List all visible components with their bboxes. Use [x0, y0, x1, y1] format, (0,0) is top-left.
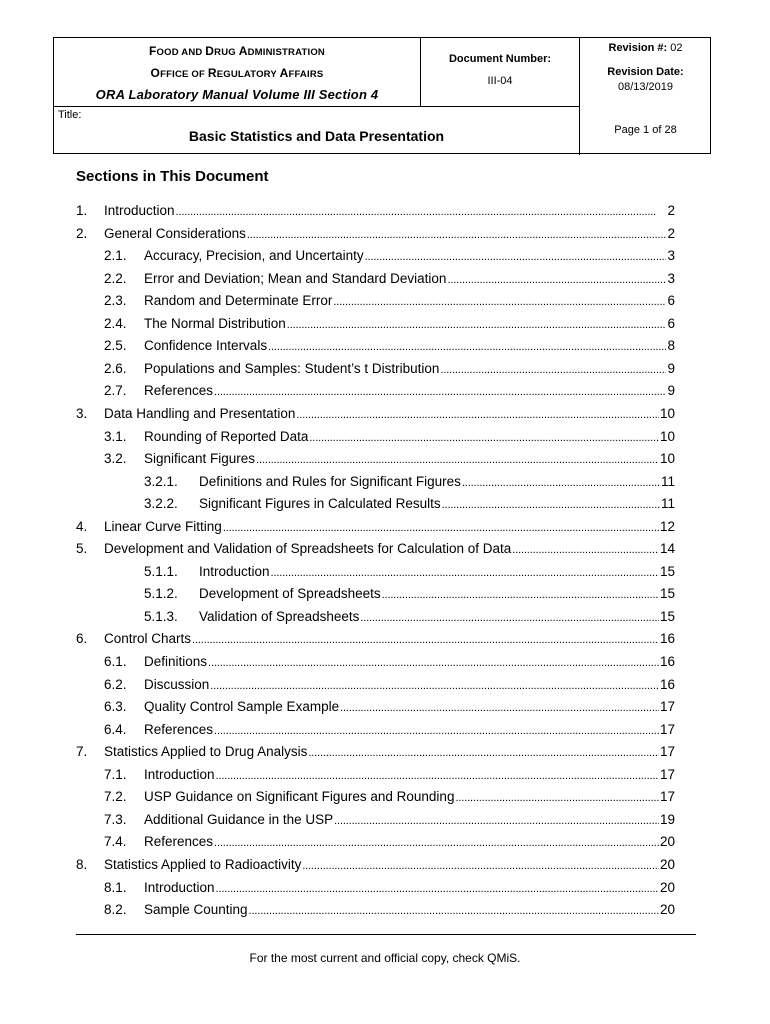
toc-entry-page: 2	[667, 225, 675, 241]
toc-entry[interactable]	[144, 606, 675, 628]
toc-leader-dots	[247, 224, 667, 246]
toc-entry-page: 17	[659, 766, 675, 782]
toc-entry-label: Discussion	[144, 676, 210, 692]
toc-leader-dots	[223, 517, 659, 539]
toc-leader-dots	[308, 742, 659, 764]
toc-entry[interactable]	[104, 764, 675, 786]
toc-leader-dots	[333, 291, 666, 313]
toc-entry-page: 15	[659, 608, 675, 624]
toc-entry-number: 5.	[76, 541, 88, 557]
toc-entry-label: Quality Control Sample Example	[144, 699, 340, 715]
toc-entry-label: Definitions and Rules for Significant Figures	[199, 473, 461, 489]
toc-entry-page: 3	[667, 270, 675, 286]
toc-entry[interactable]	[104, 426, 675, 448]
toc-leader-dots	[440, 359, 666, 381]
toc-entry-label: Rounding of Reported Data	[144, 428, 309, 444]
toc-entry-label: General Considerations	[104, 225, 246, 241]
toc-entry-page: 20	[659, 879, 675, 895]
document-number-label: Document Number:	[448, 53, 552, 65]
toc-entry-page: 20	[659, 902, 675, 918]
toc-leader-dots	[214, 720, 659, 742]
toc-entry[interactable]	[104, 674, 675, 696]
toc-entry-number: 2.2.	[104, 270, 127, 286]
toc-entry-number: 6.3.	[104, 699, 127, 715]
toc-entry[interactable]	[76, 403, 675, 425]
toc-entry[interactable]	[104, 831, 675, 853]
toc-entry-label: Confidence Intervals	[144, 338, 268, 354]
toc-entry[interactable]	[76, 741, 675, 763]
document-number: III-04	[487, 75, 513, 87]
toc-entry-number: 2.	[76, 225, 88, 241]
title-label: Title:	[58, 109, 82, 121]
toc-entry-label: The Normal Distribution	[144, 315, 286, 331]
toc-entry-number: 2.5.	[104, 338, 127, 354]
toc-leader-dots	[365, 246, 667, 268]
toc-entry-label: Data Handling and Presentation	[104, 405, 296, 421]
toc-entry[interactable]	[76, 200, 675, 222]
revision-date: 08/13/2019	[617, 81, 674, 93]
footer-note: For the most current and official copy, check QMiS.	[249, 951, 521, 965]
toc-entry[interactable]	[144, 583, 675, 605]
toc-leader-dots	[442, 494, 660, 516]
toc-leader-dots	[214, 832, 659, 854]
toc-entry-number: 7.3.	[104, 811, 127, 827]
toc-entry-label: Development and Validation of Spreadsheets for Calculation of Data	[104, 541, 512, 557]
toc-entry-number: 1.	[76, 203, 88, 218]
toc-entry-label: Random and Determinate Error	[144, 293, 333, 309]
toc-entry-label: References	[144, 834, 214, 850]
toc-leader-dots	[214, 381, 666, 403]
header-divider	[54, 106, 579, 107]
toc-entry-page: 11	[660, 496, 675, 512]
toc-leader-dots	[340, 697, 659, 719]
toc-entry-number: 6.1.	[104, 654, 127, 669]
toc-entry-page: 9	[667, 383, 675, 399]
toc-entry-number: 2.4.	[104, 315, 127, 331]
toc-leader-dots	[249, 900, 659, 922]
toc-entry-page: 6	[667, 293, 675, 309]
toc-leader-dots	[176, 201, 667, 223]
office-name: OFFICE OF REGULATORY AFFAIRS	[150, 66, 324, 80]
toc-entry-label: Additional Guidance in the USP	[144, 811, 334, 827]
toc-entry-number: 3.2.1.	[144, 473, 178, 489]
document-title: Basic Statistics and Data Presentation	[188, 128, 445, 144]
toc-entry-number: 5.1.1.	[144, 563, 178, 579]
toc-entry-label: Development of Spreadsheets	[199, 586, 381, 602]
toc-entry-number: 4.	[76, 518, 88, 534]
toc-entry-label: References	[144, 383, 214, 399]
toc-entry[interactable]	[104, 335, 675, 357]
toc-entry-label: Significant Figures in Calculated Results	[199, 496, 441, 512]
toc-entry[interactable]	[104, 448, 675, 470]
toc-entry-label: References	[144, 721, 214, 737]
sections-heading: Sections in This Document	[76, 168, 269, 185]
toc-entry-page: 15	[659, 563, 675, 579]
toc-entry-page: 17	[659, 721, 675, 737]
toc-leader-dots	[268, 336, 666, 358]
toc-entry-number: 5.1.3.	[144, 608, 178, 624]
toc-entry[interactable]	[76, 538, 675, 560]
toc-entry-label: Accuracy, Precision, and Uncertainty	[144, 248, 364, 264]
toc-entry[interactable]	[144, 561, 675, 583]
toc-entry-page: 14	[659, 541, 675, 557]
toc-entry-page: 9	[667, 360, 675, 376]
toc-entry[interactable]	[76, 628, 675, 650]
toc-entry-page: 16	[659, 676, 675, 692]
toc-entry-label: Statistics Applied to Radioactivity	[104, 856, 302, 872]
toc-entry-label: Sample Counting	[144, 902, 248, 918]
toc-entry-page: 8	[667, 338, 675, 354]
toc-entry-label: Introduction	[144, 879, 215, 895]
toc-leader-dots	[309, 427, 659, 449]
toc-entry[interactable]	[104, 786, 675, 808]
toc-entry-label: Introduction	[199, 563, 270, 579]
toc-entry-page: 3	[667, 248, 675, 264]
revision-number: Revision #: 02	[608, 42, 683, 54]
toc-entry-page: 10	[659, 428, 675, 444]
toc-entry-number: 3.1.	[104, 428, 127, 444]
toc-entry-number: 3.	[76, 405, 88, 421]
manual-name: ORA Laboratory Manual Volume III Section 4	[95, 87, 379, 102]
toc-entry[interactable]	[104, 696, 675, 718]
toc-entry[interactable]	[76, 854, 675, 876]
toc-entry-number: 6.2.	[104, 676, 127, 692]
toc-entry-page: 15	[659, 586, 675, 602]
toc-entry-label: Control Charts	[104, 631, 192, 647]
toc-entry-page: 2	[667, 203, 675, 218]
header-divider	[579, 38, 580, 155]
toc-leader-dots	[455, 787, 659, 809]
toc-leader-dots	[271, 562, 659, 584]
toc-leader-dots	[256, 449, 659, 471]
toc-entry-label: Linear Curve Fitting	[104, 518, 222, 534]
toc-entry-number: 7.2.	[104, 789, 127, 805]
document-header-table	[53, 37, 711, 154]
toc-entry-page: 17	[659, 744, 675, 760]
toc-entry-label: Statistics Applied to Drug Analysis	[104, 744, 308, 760]
toc-entry-number: 6.4.	[104, 721, 127, 737]
toc-entry[interactable]	[104, 358, 675, 380]
toc-entry-label: Significant Figures	[144, 451, 256, 467]
toc-entry-number: 3.2.	[104, 451, 127, 467]
toc-entry-number: 6.	[76, 631, 88, 647]
toc-entry[interactable]	[76, 516, 675, 538]
toc-entry-page: 16	[659, 631, 675, 647]
toc-entry[interactable]	[104, 313, 675, 335]
toc-entry-page: 12	[659, 518, 675, 534]
page-number: Page 1 of 28	[614, 124, 677, 136]
toc-leader-dots	[287, 314, 667, 336]
toc-entry-number: 2.6.	[104, 360, 127, 376]
toc-entry-page: 20	[659, 834, 675, 850]
toc-entry-page: 11	[660, 473, 675, 489]
toc-entry-number: 8.2.	[104, 902, 127, 918]
toc-entry[interactable]	[104, 268, 675, 290]
toc-leader-dots	[192, 629, 659, 651]
toc-entry-page: 17	[659, 699, 675, 715]
toc-entry[interactable]	[104, 899, 675, 921]
toc-entry-label: Validation of Spreadsheets	[199, 608, 360, 624]
toc-leader-dots	[382, 584, 659, 606]
toc-entry[interactable]	[104, 719, 675, 741]
toc-leader-dots	[462, 472, 660, 494]
toc-entry-label: Definitions	[144, 654, 208, 669]
toc-entry-label: Introduction	[104, 203, 175, 218]
toc-entry-number: 2.1.	[104, 248, 127, 264]
toc-entry-page: 20	[659, 856, 675, 872]
toc-leader-dots	[447, 269, 666, 291]
toc-leader-dots	[210, 675, 659, 697]
toc-leader-dots	[216, 765, 659, 787]
toc-entry-number: 7.4.	[104, 834, 127, 850]
toc-entry-number: 2.3.	[104, 293, 127, 309]
toc-entry[interactable]	[104, 651, 675, 673]
toc-entry-page: 10	[659, 405, 675, 421]
toc-entry-label: Introduction	[144, 766, 215, 782]
toc-entry[interactable]	[104, 809, 675, 831]
toc-entry-number: 2.7.	[104, 383, 127, 399]
agency-name: FOOD AND DRUG ADMINISTRATION	[149, 44, 325, 58]
toc-leader-dots	[208, 652, 659, 674]
footer-divider	[76, 934, 696, 935]
toc-entry-page: 17	[659, 789, 675, 805]
toc-entry-label: USP Guidance on Significant Figures and Rounding	[144, 789, 455, 805]
toc-leader-dots	[360, 607, 659, 629]
toc-entry[interactable]	[104, 245, 675, 267]
toc-entry[interactable]	[144, 493, 675, 515]
toc-entry[interactable]	[144, 471, 675, 493]
revision-date-label: Revision Date:	[607, 66, 684, 78]
toc-entry-label: Populations and Samples: Student’s t Distribution	[144, 360, 440, 376]
toc-leader-dots	[216, 878, 659, 900]
toc-leader-dots	[334, 810, 659, 832]
toc-entry-number: 7.1.	[104, 766, 127, 782]
toc-entry-number: 3.2.2.	[144, 496, 178, 512]
toc-leader-dots	[296, 404, 659, 426]
toc-entry-number: 8.	[76, 856, 88, 872]
toc-entry-number: 5.1.2.	[144, 586, 178, 602]
toc-entry-label: Error and Deviation; Mean and Standard Deviation	[144, 270, 447, 286]
toc-entry[interactable]	[76, 223, 675, 245]
toc-entry[interactable]	[104, 877, 675, 899]
toc-leader-dots	[302, 855, 659, 877]
toc-entry-page: 10	[659, 451, 675, 467]
toc-entry-number: 8.1.	[104, 879, 127, 895]
toc-entry-number: 7.	[76, 744, 88, 760]
toc-leader-dots	[512, 539, 659, 561]
toc-entry[interactable]	[104, 290, 675, 312]
toc-entry-page: 16	[659, 654, 675, 669]
header-divider	[420, 38, 421, 106]
toc-entry[interactable]	[104, 380, 675, 402]
toc-entry-page: 19	[659, 811, 675, 827]
toc-entry-page: 6	[667, 315, 675, 331]
